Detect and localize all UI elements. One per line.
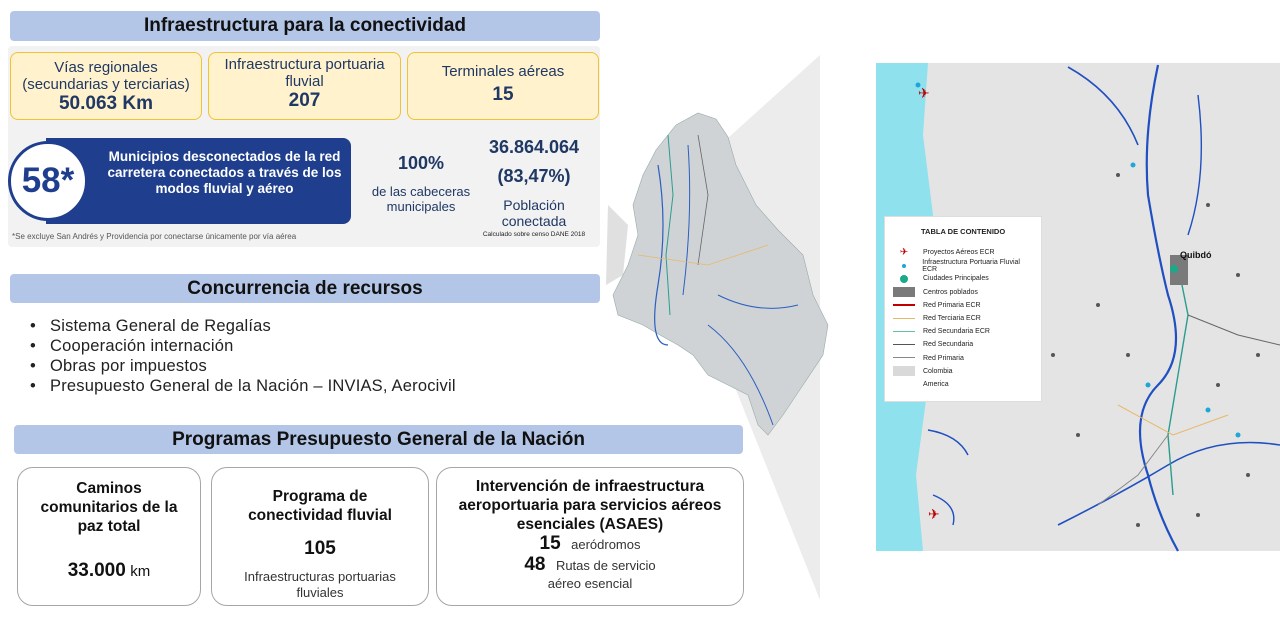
vias-label-line2: (secundarias y terciarias): [22, 76, 190, 93]
legend-rows: [893, 246, 1033, 391]
card1-title: Caminos comunitarios de la paz total: [40, 480, 178, 535]
list-item: • Obras por impuestos: [30, 356, 456, 376]
line-swatch: [893, 300, 915, 310]
legend-item: [893, 365, 1033, 378]
legend-label: Red Primaria ECR: [923, 301, 981, 309]
municipios-number-badge: 58*: [8, 141, 88, 221]
legend-item: [893, 378, 1033, 391]
legend-item: [893, 259, 1033, 272]
legend-label: Colombia: [923, 367, 953, 375]
card1-value: 33.000: [67, 560, 126, 581]
port-dot-icon: [893, 261, 914, 271]
airport-marker-icon: ✈: [918, 85, 930, 101]
city-dot-icon: [893, 274, 915, 284]
legend-item: [893, 272, 1033, 285]
line-swatch: [893, 327, 915, 337]
list-item: • Sistema General de Regalías: [30, 316, 456, 336]
vias-regionales-box: [10, 52, 202, 120]
legend-label: Red Terciaria ECR: [923, 315, 981, 323]
portuaria-label: Infraestructura portuaria fluvial: [224, 56, 385, 90]
quibdo-city-dot: [1170, 265, 1178, 273]
legend-item: [893, 246, 1033, 259]
card3-title: Intervención de infraestructura aeroportuaria para servicios aéreos esenciales (ASAES): [458, 478, 722, 533]
map-legend: [884, 216, 1042, 402]
poblacion-pct: (83,47%): [497, 166, 571, 186]
legend-label: America: [923, 380, 949, 388]
card3-value1: 15: [539, 533, 561, 554]
section-title-programas: Programas Presupuesto General de la Nación: [14, 425, 743, 454]
recursos-list: [30, 316, 456, 396]
list-item: • Presupuesto General de la Nación – INVIAS, Aerocivil: [30, 376, 456, 396]
line-swatch: [893, 314, 915, 324]
legend-item: [893, 312, 1033, 325]
card3-unit2-line2: aéreo esencial: [547, 576, 633, 591]
card2-title: Programa de conectividad fluvial: [248, 488, 392, 524]
cabeceras-label: de las cabeceras municipales: [371, 184, 471, 214]
america-swatch: [893, 379, 915, 389]
line-swatch: [893, 340, 915, 350]
legend-item: [893, 352, 1033, 365]
infraestructura-portuaria-box: [208, 52, 401, 120]
airplane-icon: ✈: [899, 246, 909, 258]
vias-label-line1: Vías regionales: [54, 59, 158, 76]
card2-label: Infraestructuras portuarias fluviales: [244, 569, 396, 600]
legend-label: Red Secundaria: [923, 341, 974, 349]
section-title-infraestructura: Infraestructura para la conectividad: [10, 11, 600, 41]
legend-item: [893, 286, 1033, 299]
line-swatch: [893, 353, 915, 363]
legend-item: [893, 299, 1033, 312]
card-caminos-comunitarios: [17, 467, 201, 606]
legend-label: Red Secundaria ECR: [923, 328, 990, 336]
card3-value2: 48: [524, 554, 546, 575]
poblacion-note: Calculado sobre censo DANE 2018: [482, 231, 586, 238]
cabeceras-pct: 100%: [397, 153, 445, 173]
quibdo-label: Quibdó: [1180, 250, 1212, 260]
poblacion-label: Población conectada: [501, 197, 567, 229]
colombia-swatch: [893, 366, 915, 376]
vias-value: 50.063 Km: [58, 93, 153, 114]
legend-label: Proyectos Aéreos ECR: [923, 249, 995, 257]
airport-marker-icon: ✈: [928, 506, 940, 522]
terminales-aereas-box: [407, 52, 599, 120]
card3-unit2-line1: Rutas de servicio: [555, 558, 656, 573]
aereas-label: Terminales aéreas: [441, 63, 565, 80]
legend-item: [893, 325, 1033, 338]
poblacion-value: 36.864.064: [488, 137, 580, 157]
footnote-san-andres: *Se excluye San Andrés y Providencia por conectarse únicamente por vía aérea: [12, 232, 297, 241]
card1-unit: km: [130, 563, 151, 580]
legend-label: Red Primaria: [923, 354, 964, 362]
aereas-value: 15: [492, 84, 514, 105]
municipios-banner: Municipios desconectados de la red carretera conectados a través de los modos fluvial y aéreo: [46, 138, 351, 224]
legend-label: Ciudades Principales: [923, 275, 989, 283]
card2-value: 105: [304, 538, 336, 559]
card-conectividad-fluvial: [211, 467, 429, 606]
legend-label: Infraestructura Portuaria Fluvial ECR: [922, 258, 1020, 273]
portuaria-value: 207: [288, 90, 321, 111]
section-title-concurrencia: Concurrencia de recursos: [10, 274, 600, 303]
legend-title: TABLA DE CONTENIDO: [921, 227, 1006, 236]
card3-unit1: aeródromos: [571, 537, 641, 552]
list-item: • Cooperación internación: [30, 336, 456, 356]
legend-label: Centros poblados: [923, 288, 978, 296]
centros-swatch: [893, 287, 915, 297]
legend-item: [893, 338, 1033, 351]
